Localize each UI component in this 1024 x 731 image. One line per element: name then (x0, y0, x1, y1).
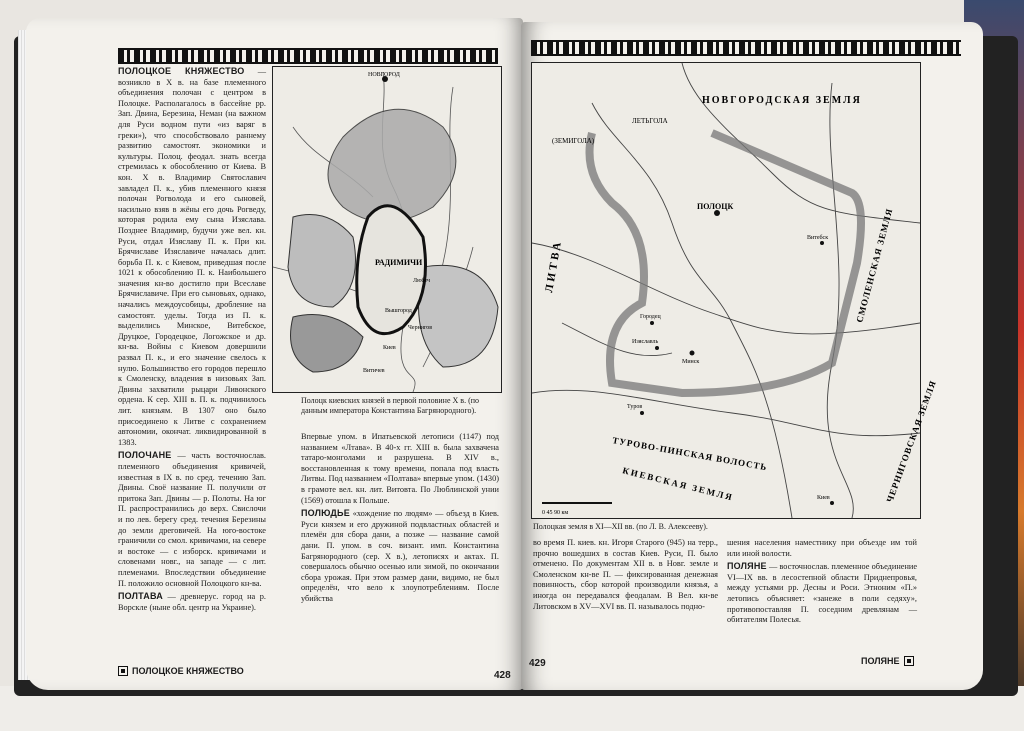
map-label-kiev-city: Киев (817, 495, 830, 501)
entry-heading-polyane: ПОЛЯНЕ (727, 561, 767, 572)
map-label-vitebsk: Витебск (807, 235, 829, 241)
right-map (531, 62, 939, 519)
map-label-chernigov-land: ЧЕРНИГОВСКАЯ ЗЕМЛЯ (884, 378, 939, 504)
right-footer (861, 656, 914, 666)
left-page-number: 428 (494, 670, 511, 681)
map-label-minsk: Минск (682, 359, 700, 365)
entry-text-polochane: — часть восточнослав. племенного объединения кривичей, известная в IX в. по сред. течению Зап. Двины. Своё название П. получили от притока Зап. Двины — р. Полоты. На юг П. распространились до верх. Свислочи и по лев. берегу сред. течения Березины до земли дреговичей. На юго-востоке граничили со смол. кривичами, на севере и востоке — с изборск. кривичами и словенами новг., на западе — с лит. племенами. Впоследствии объединение П. положило основной Полоцкого кн-ва. (118, 451, 266, 588)
map-label-smolensk-land: СМОЛЕНСКАЯ ЗЕМЛЯ (854, 206, 895, 324)
right-page (521, 22, 983, 690)
footer-square-icon-right (904, 656, 914, 666)
entry-text-polyudye: «хождение по людям» — объезд в Киев. Руси князем и его дружиной подвластных областей и племён для сбора дани, а позже — название самой дани. П. упом. в соч. визант. имп. Константина Багрянородного (сер. X в.), летописях и актах. П. совершалось обычно осенью или зимой, по окончании сбора урожая. При этом размер дани, видимо, не был определён, что вело к злоупотреблениям. После убийства (301, 509, 499, 603)
map-label-chernigov: Чернигов (408, 325, 433, 331)
right-page-number: 429 (529, 658, 546, 669)
map-label-novgorod: НОВГОРОД (368, 72, 400, 78)
map-label-zemigola: (ЗЕМИГОЛА) (552, 137, 595, 145)
map-label-radimichi: РАДИМИЧИ (375, 258, 423, 267)
left-column-1 (118, 66, 266, 646)
left-map (272, 66, 502, 393)
left-footer-title: ПОЛОЦКОЕ КНЯЖЕСТВО (132, 666, 244, 676)
footer-square-icon (118, 666, 128, 676)
map-label-izyaslavl: Изяславль (632, 339, 659, 345)
map-label-vitichev: Витичев (363, 368, 385, 374)
left-footer (118, 666, 244, 676)
entry-heading-poltava: ПОЛТАВА (118, 591, 163, 602)
map-label-novgorod-land: НОВГОРОДСКАЯ ЗЕМЛЯ (702, 95, 862, 106)
left-map-caption: Полоцк киевских князей в первой половине X в. (по данным императора Константина Багрянородного). (301, 396, 480, 415)
map-label-polotsk: ПОЛОЦК (697, 202, 734, 211)
map-label-kiev: Киев (383, 345, 396, 351)
map-label-turov-pinsk: ТУРОВО-ПИНСКАЯ ВОЛОСТЬ (611, 435, 769, 473)
entry-heading-polotsk: ПОЛОЦКОЕ КНЯЖЕСТВО (118, 66, 245, 76)
map-label-turov: Туров (627, 404, 643, 410)
left-column-2 (301, 432, 499, 672)
entry-text-polyudye-end: шения населения наместнику при объезде им той или иной волости. (727, 538, 917, 558)
map-label-vyshgorod: Вышгород (385, 308, 412, 314)
entry-text-poltava-cont: Впервые упом. в Ипатьевской летописи (1147) под названием «Лтава». В 40-х гг. XIII в. была захвачена татаро-монголами и разрушена. В XIV в., восстановленная к тому времени, попала под власть Литвы. Под названием «Полтава» впервые упом. (1430) в грамоте вел. кн. лит. Витовта. По Люблинской унии (1569) отошла к Польше. (301, 432, 499, 505)
map-scale-label: 0 45 90 км (542, 510, 569, 516)
left-map-drawing (273, 67, 501, 392)
entry-text-poltava: — древнерус. город на р. Ворскле (ныне обл. центр на Украине). (118, 592, 266, 612)
right-footer-title: ПОЛЯНЕ (861, 656, 900, 666)
left-page (26, 18, 523, 690)
entry-text-polotsk: — возникло в X в. на базе племенного объединения полочан с центром в Полоцке. Располагалось в бассейне рр. Зап. Двина, Березина, Неман (на важном для Руси водном пути «из варяг в греки»), что способствовало раннему развитию самостоят. экономики и культуры. Полоц. феодал. знать всегда стремилась к обособлению от Киева. В кон. X в. Владимир Святославич завладел П. к., убив племенного князя полочан Рогволода и его сыновей, насильно взяв в жёны его дочь Рогведу, которая родила ему сына Изяслава. Позднее Владимир, будучи уже вел. кн. Руси, отдал Изяславу П. к. При кн. Брячиславе Изяславиче началась длит. борьба П. к. с Киевом, приведшая после 1021 к обособлению П. к. Наибольшего значения кн-во достигло при Всеславе Брячиславиче. При его сыновьях, однако, начались междоусобицы, дробление на самостоят. уделы. Тогда из П. к. выделились Минское, Витебское, Друцкое, Городецкое, Логожское и др. кн-ва. Войны с Киевом довершили развал П. к., и его значение свелось к нулю. Большинство его городов перешло к Смоленску, владения в низовьях Зап. Двины захватили рыцари Ливонского ордена. К сер. XIII в. П. к. подчинилось лит. князьям. В 1307 оно было присоединено к Литве с сохранением автономии, окончат. ликвидированной в 1383. (118, 67, 266, 447)
map-label-gorodets: Городец (640, 314, 661, 320)
right-column-1 (533, 538, 718, 678)
map-label-kiev-land: КИЕВСКАЯ ЗЕМЛЯ (621, 465, 735, 503)
map-label-lyubech: Любеч (413, 278, 431, 284)
map-label-letgola: ЛЕТЬГОЛА (632, 117, 668, 125)
map-label-litva: ЛИТВА (543, 238, 565, 294)
right-map-drawing (532, 63, 939, 518)
header-ornament-right (531, 40, 961, 56)
entry-text-polyane: — восточнослав. племенное объединение VI—IX вв. в лесостепной области Приднепровья, между устьями рр. Десны и Роси. Этноним «П.» летопись объясняет: «занеже в поли седяху», противопоставляя П. соседним древлянам — обитателям Полесья. (727, 562, 918, 625)
header-ornament (118, 48, 498, 64)
entry-heading-polochane: ПОЛОЧАНЕ (118, 450, 172, 461)
entry-heading-polyudye: ПОЛЮДЬЕ (301, 508, 350, 519)
entry-text-polyudye-cont: во время П. киев. кн. Игоря Старого (945) на терр., прочно вошедших в состав Киев. Руси, П. было отменено. По документам XII в. в Новг. земле и Смоленском кн-ве П. — фиксированная денежная повинность, сбор которой производили князья, а иногда он передавался феодалам. В Вел. кн-ве Литовском в XV—XVI вв. П. называлось подно- (533, 538, 718, 611)
right-map-caption: Полоцкая земля в XI—XII вв. (по Л. В. Алексееву). (533, 522, 708, 531)
